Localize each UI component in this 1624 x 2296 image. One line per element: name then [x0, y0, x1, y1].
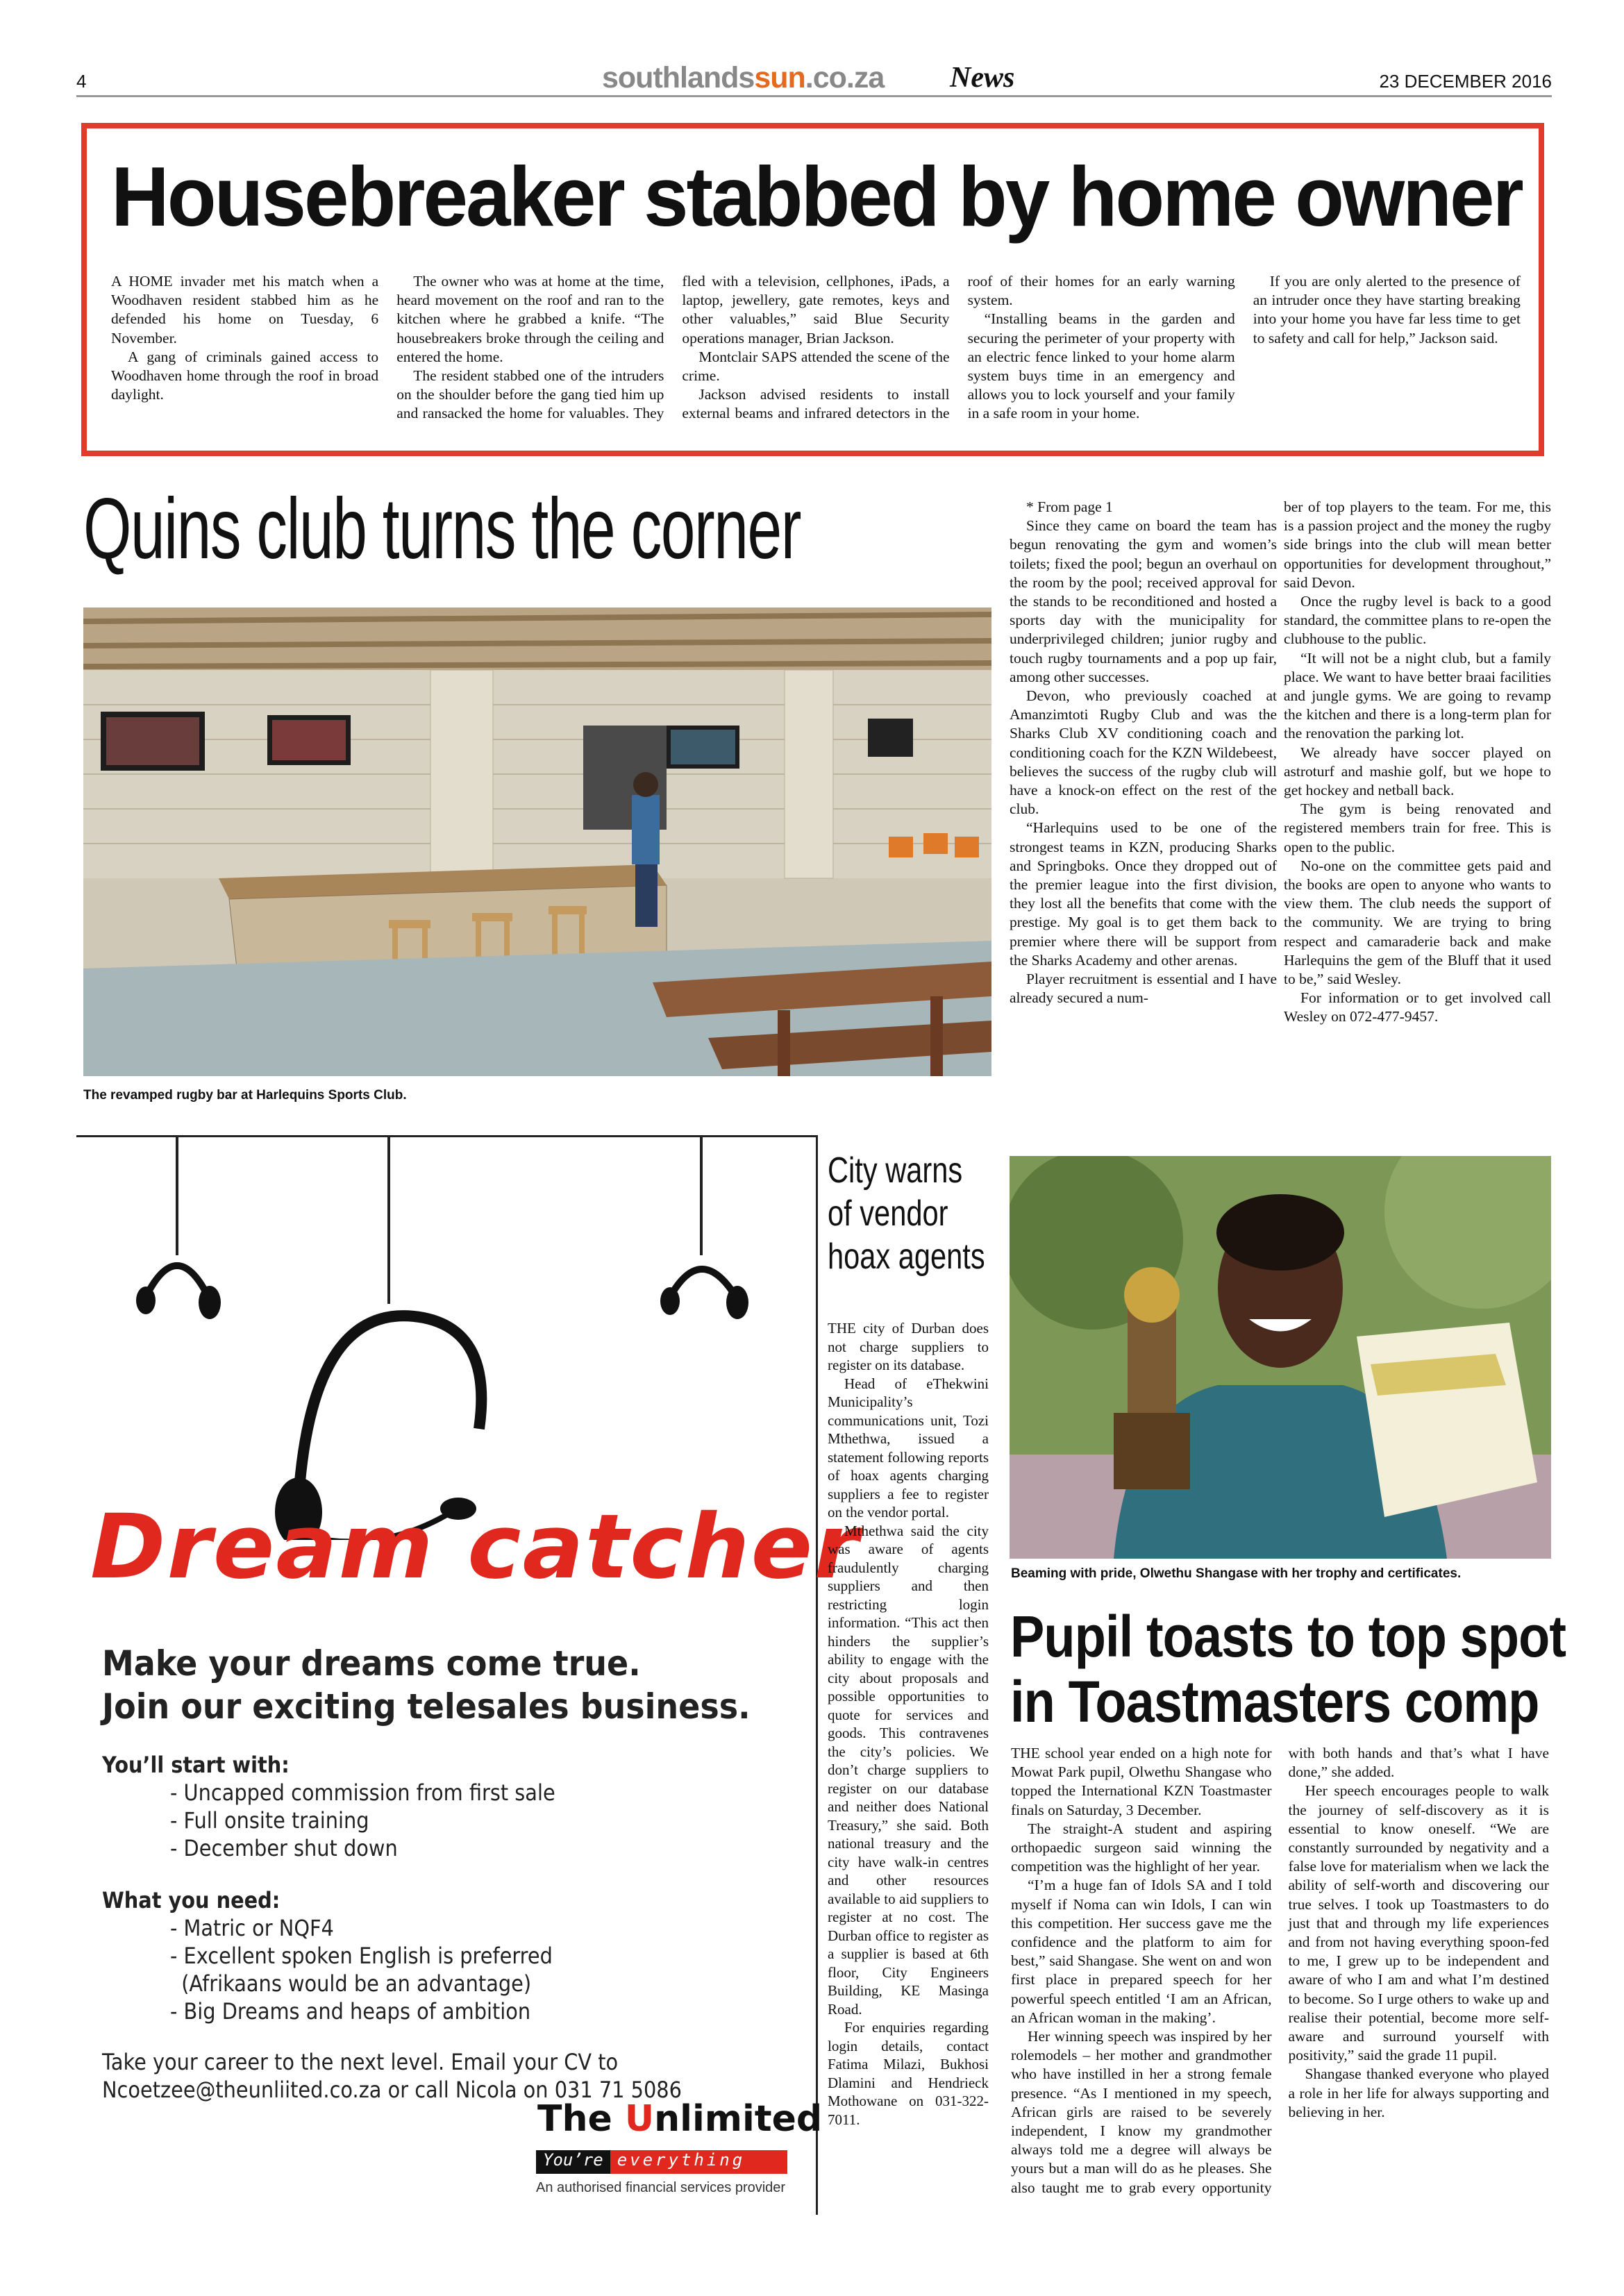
site-name — [602, 61, 884, 95]
headset-icon — [90, 1137, 826, 1540]
quins-photo-caption: The revamped rugby bar at Harlequins Sports Club. — [83, 1088, 407, 1103]
logo-u: U — [624, 2098, 655, 2140]
housebreaker-headline: Housebreaker stabbed by home owner — [111, 149, 1522, 244]
list-item: - Big Dreams and heaps of ambition — [170, 1998, 531, 2025]
article-paragraph: A gang of criminals gained access to Woodhaven home through the roof in broad daylight. — [111, 348, 379, 403]
cta-line2: Ncoetzee@theunliited.co.za or call Nicola on 031 71 5086 — [102, 2077, 682, 2103]
city-headline — [828, 1149, 985, 1278]
headline-line: hoax agents — [828, 1237, 985, 1277]
advert-title: Dream catcher — [90, 1495, 860, 1599]
need-list — [170, 1914, 553, 2025]
article-paragraph: For enquiries regarding login details, contact Fatima Milazi, Bukhosi Dlamini and Hendrieck Mothowane on 031-322-7011. — [828, 2019, 989, 2128]
housebreaker-body — [111, 272, 1521, 439]
list-item: - Excellent spoken English is preferred — [170, 1943, 553, 1969]
article-paragraph: “Installing beams in the garden and securing the perimeter of your property with an electric fence linked to your home alarm system buys time in an emergency and allows you to lock yourself and your family in a safe room in your home. — [967, 310, 1235, 422]
site-suffix: .co.za — [805, 61, 885, 94]
article-paragraph: Devon, who previously coached at Amanzimtoti Rugby Club and was the Sharks Club XV conditioning coach and conditioning coach for the KZN Wildebeest, believes the success of the rugby club will have a knock-on effect on the rest of the club. — [1010, 687, 1277, 818]
article-paragraph: We already have soccer played on astroturf and mashie golf, but we hope to get hockey and netball back. — [1284, 744, 1551, 799]
cta-line1: Take your career to the next level. Email your CV to — [102, 2049, 619, 2075]
article-paragraph: Shangase thanked everyone who played a role in her life for always supporting and believing in her. — [1288, 2065, 1549, 2120]
site-prefix: southlands — [602, 61, 755, 94]
article-paragraph: Montclair SAPS attended the scene of the crime. — [682, 348, 950, 385]
pupil-photo — [1010, 1156, 1551, 1559]
article-paragraph: If you are only alerted to the presence of an intruder once they have starting breaking into your home you have far less time to get to safety and call for help,” Jackson said. — [1253, 273, 1521, 346]
article-paragraph: The owner who was at home at the time, heard movement on the roof and ran to the kitchen where he grabbed a knife. “The housebreakers broke through the ceiling and entered the home. — [396, 273, 664, 365]
issue-date: 23 DECEMBER 2016 — [1379, 71, 1552, 92]
unlimited-logo — [537, 2098, 822, 2140]
rugby-bar-photo — [83, 607, 991, 1076]
pupil-headline — [1010, 1604, 1566, 1734]
quins-column-1 — [1010, 498, 1277, 1126]
site-accent: sun — [754, 61, 805, 94]
list-item: - December shut down — [170, 1835, 398, 1861]
article-paragraph: The gym is being renovated and registered members train for free. This is open to the public. — [1284, 801, 1551, 855]
article-paragraph: Once the rugby level is back to a good standard, the committee plans to re-open the clubhouse to the public. — [1284, 593, 1551, 648]
article-paragraph: Jackson advised residents to install external beams and infrared detectors in the roof of their homes for an early warning system. — [682, 273, 1235, 422]
advert-cta — [102, 2048, 682, 2104]
article-paragraph: ber of top players to the team. For me, this is a passion project and the money the rugby side brings into the club will mean better opportunities for development throughout,” said Devon. — [1284, 498, 1551, 591]
article-paragraph: THE school year ended on a high note for Mowat Park pupil, Olwethu Shangase who topped the International KZN Toastmaster finals on Saturday, 3 December. — [1011, 1745, 1272, 1818]
logo-rest: nlimited — [654, 2098, 823, 2140]
pupil-body — [1011, 1744, 1549, 2223]
page-number: 4 — [76, 71, 87, 92]
pupil-photo-caption: Beaming with pride, Olwethu Shangase with her trophy and certificates. — [1011, 1566, 1462, 1581]
logo-the: The — [537, 2098, 612, 2140]
article-paragraph: For information or to get involved call Wesley on 072-477-9457. — [1284, 989, 1551, 1025]
article-paragraph: A HOME invader met his match when a Woodhaven resident stabbed him as he defended his home on Tuesday, 6 November. — [111, 273, 379, 346]
fsp-notice: An authorised financial services provider — [536, 2180, 786, 2195]
article-paragraph: No-one on the committee gets paid and the books are open to anyone who wants to view them. The club needs the support of the community. We are trying to bring respect and camaraderie back and make Harlequins the gem of the Bluff that it used to be,” said Wesley. — [1284, 857, 1551, 988]
article-paragraph: “Harlequins used to be one of the strongest teams in KZN, producing Sharks and Springboks. Once they dropped out of the premier league into the first division, they lost all the benefits that come with the prestige. My goal is to get them back to premier where there will be support from the Sharks Academy and other arenas. — [1010, 819, 1277, 969]
page-header — [76, 61, 1552, 97]
article-paragraph: The straight-A student and aspiring orthopaedic surgeon said winning the competition was the highlight of her year. — [1011, 1820, 1272, 1875]
article-paragraph: THE city of Durban does not charge suppliers to register on its database. — [828, 1320, 989, 1373]
headline-line: of vendor — [828, 1193, 948, 1234]
article-paragraph: The resident stabbed one of the intruders on the shoulder before the gang tied him up and ransacked the home for valuables. They fled with a television, cellphones, iPads, a laptop, jewellery, gate remotes, keys and other valuables,” said Blue Security operations manager, Brian Jackson. — [396, 273, 950, 422]
headline-line: in Toastmasters comp — [1010, 1669, 1539, 1734]
logo-tagline — [536, 2150, 787, 2174]
rugby-bar-illustration — [83, 607, 991, 1076]
article-paragraph: Player recruitment is essential and I have already secured a num- — [1010, 971, 1277, 1007]
list-item: - Uncapped commission from first sale — [170, 1779, 555, 1806]
quins-column-2 — [1284, 498, 1551, 1126]
pupil-illustration — [1010, 1156, 1551, 1559]
article-paragraph: Since they came on board the team has begun renovating the gym and women’s toilets; fixed the pool; begun an overhaul on the room by the pool; received approval for the stands to be reconditioned and hosted a sports day with the municipality for underprivileged children; junior rugby and touch rugby tournaments and a pop up fair, among other successes. — [1010, 517, 1277, 685]
advert-headline-line1: Make your dreams come true. — [102, 1643, 641, 1684]
article-paragraph: Mthethwa said the city was aware of agents fraudulently charging suppliers and then restricting login information. “This act then hinders the supplier’s ability to engage with the city about proposals and possible opportunities to quote for services and goods. This contravenes the city’s policies. We don’t charge suppliers to register on our database and neither does National Treasury,” she said. Both national treasury and the city have walk-in centres and other resources available to aid suppliers to register at no cost. The Durban office to register as a supplier is based at 6th floor, City Engineers Building, KE Masinga Road. — [828, 1522, 989, 2018]
start-list — [170, 1779, 555, 1862]
article-paragraph: Her winning speech was inspired by her rolemodels – her mother and grandmother who have instilled in her a strong female presence. “As I mentioned in my speech, African girls are raised to be severely independent, I know my grandmother always told me a degree will always be yours but a man will do as he pleases. She also taught me to grab every opportunity with both hands and that’s what I have done,” she added. — [1011, 1745, 1549, 2196]
article-paragraph: “I’m a huge fan of Idols SA and I told myself if Noma can win Idols, I can win this competition. Her success gave me the confidence and the platform to aim for best,” said Shangase. She went on and won first place in prepared speech for her powerful speech entitled ‘I am an African, an African woman in the making’. — [1011, 1877, 1272, 2026]
article-paragraph: Her speech encourages people to walk the journey of self-discovery as it is essential to know oneself. “We are constantly surrounded by negativity and a false love for materialism when we lack the ability of self-worth and discovering our true selves. I took up Toastmasters to do just that and through my life experiences and from not having everything spoon-fed to me, I grew up to be independent and aware of who I am and what I’m destined to become. So I urge others to wake up and realise their potential, become more self-aware and surround yourself with positivity,” said the grade 11 pupil. — [1288, 1782, 1550, 2064]
need-heading: What you need: — [102, 1887, 281, 1913]
advert-headline-line2: Join our exciting telesales business. — [102, 1686, 751, 1727]
headline-line: Pupil toasts to top spot — [1010, 1604, 1566, 1669]
article-paragraph: “It will not be a night club, but a family place. We want to have better braai facilities and jungle gyms. We are going to revamp the kitchen and there is a long-term plan for the renovation the parking lot. — [1284, 649, 1551, 742]
tagline-left: You’re — [536, 2150, 610, 2174]
city-body — [828, 1319, 989, 2236]
list-item: - Matric or NQF4 — [170, 1915, 334, 1941]
headline-line: City warns — [828, 1150, 963, 1191]
start-heading: You’ll start with: — [102, 1752, 290, 1778]
list-item: - Full onsite training — [170, 1807, 369, 1834]
from-page-note: * From page 1 — [1026, 498, 1113, 515]
quins-headline: Quins club turns the corner — [83, 481, 801, 577]
tagline-right: everything — [610, 2150, 787, 2174]
list-item: (Afrikaans would be an advantage) — [181, 1970, 532, 1997]
section-label: News — [950, 62, 1015, 94]
advert-headline — [102, 1642, 751, 1728]
article-paragraph: Head of eThekwini Municipality’s communications unit, Tozi Mthethwa, issued a statement following reports of hoax agents charging suppliers a fee to register on the vendor portal. — [828, 1375, 989, 1520]
